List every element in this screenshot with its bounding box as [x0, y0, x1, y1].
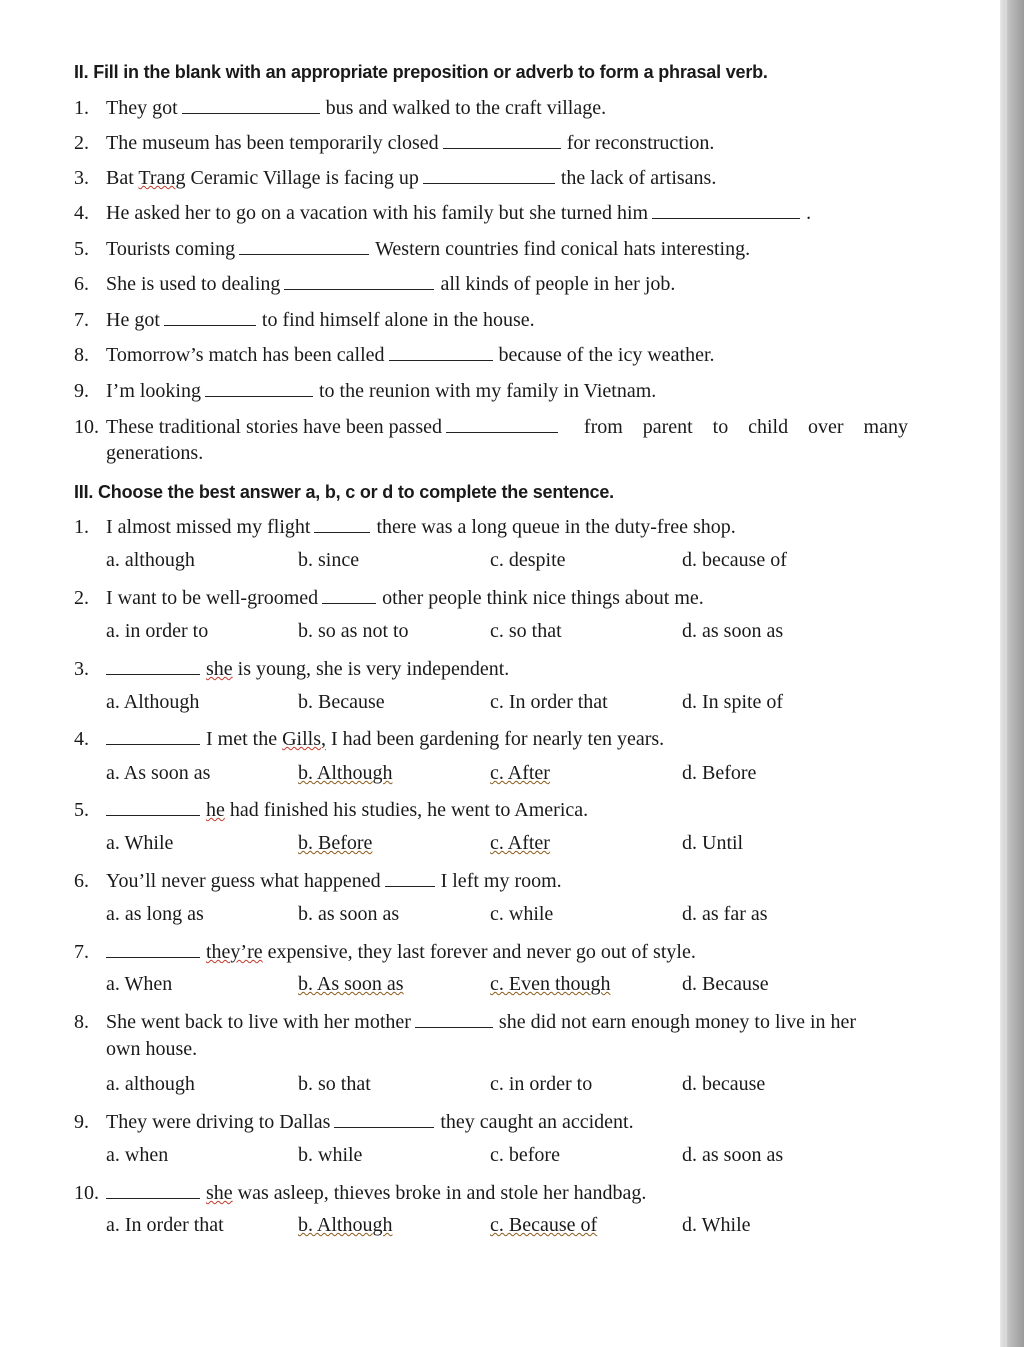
- s2-question-8: 8. Tomorrow’s match has been called because of the icy weather.: [74, 344, 715, 366]
- s2-question-10: 10. These traditional stories have been passed from parent to child over many: [74, 416, 908, 438]
- option-d[interactable]: d. because of: [682, 549, 787, 571]
- s2-question-9: 9. I’m looking to the reunion with my family in Vietnam.: [74, 380, 657, 402]
- option-c[interactable]: c. After: [490, 832, 550, 854]
- s2-question-7: 7. He got to find himself alone in the house.: [74, 309, 535, 331]
- s3-question-9: 9. They were driving to Dallas they caught an accident.: [74, 1111, 634, 1133]
- option-b[interactable]: b. since: [298, 549, 360, 571]
- option-d[interactable]: d. Before: [682, 762, 757, 784]
- page-edge-highlight: [1004, 0, 1007, 1347]
- option-c[interactable]: c. Because of: [490, 1214, 598, 1236]
- answer-blank[interactable]: [106, 726, 200, 745]
- answer-blank[interactable]: [164, 307, 256, 326]
- option-a[interactable]: a. In order that: [106, 1214, 224, 1236]
- answer-blank[interactable]: [239, 236, 369, 255]
- option-b[interactable]: b. Because: [298, 691, 385, 713]
- option-a[interactable]: a. as long as: [106, 903, 204, 925]
- option-b[interactable]: b. so as not to: [298, 620, 409, 642]
- option-b[interactable]: b. while: [298, 1144, 363, 1166]
- option-a[interactable]: a. when: [106, 1144, 169, 1166]
- option-d[interactable]: d. While: [682, 1214, 751, 1236]
- answer-blank[interactable]: [385, 868, 435, 887]
- option-c[interactable]: c. In order that: [490, 691, 608, 713]
- answer-blank[interactable]: [322, 585, 376, 604]
- option-d[interactable]: d. In spite of: [682, 691, 784, 713]
- s3-question-8-continued: own house.: [106, 1038, 198, 1060]
- s3-question-10: 10. she was asleep, thieves broke in and stole her handbag.: [74, 1182, 647, 1204]
- answer-blank[interactable]: [652, 200, 800, 219]
- answer-blank[interactable]: [334, 1109, 434, 1128]
- option-c[interactable]: c. After: [490, 762, 550, 784]
- option-c[interactable]: c. so that: [490, 620, 562, 642]
- s2-question-6: 6. She is used to dealing all kinds of people in her job.: [74, 273, 676, 295]
- s3-question-4: 4. I met the Gills, I had been gardening for nearly ten years.: [74, 728, 665, 750]
- option-c[interactable]: c. while: [490, 903, 554, 925]
- answer-blank[interactable]: [106, 797, 200, 816]
- option-d[interactable]: d. Until: [682, 832, 744, 854]
- s3-question-3: 3. she is young, she is very independent.: [74, 658, 510, 680]
- s3-question-5: 5. he had finished his studies, he went to America.: [74, 799, 589, 821]
- answer-blank[interactable]: [205, 378, 313, 397]
- option-c[interactable]: c. before: [490, 1144, 560, 1166]
- s2-question-4: 4. He asked her to go on a vacation with his family but she turned him .: [74, 202, 812, 224]
- option-c[interactable]: c. in order to: [490, 1073, 593, 1095]
- s2-question-2: 2. The museum has been temporarily closed for reconstruction.: [74, 132, 715, 154]
- option-c[interactable]: c. Even though: [490, 973, 611, 995]
- s3-question-8: 8. She went back to live with her mother she did not earn enough money to live in her: [74, 1011, 857, 1033]
- answer-blank[interactable]: [106, 656, 200, 675]
- answer-blank[interactable]: [389, 342, 493, 361]
- section-3-heading: III. Choose the best answer a, b, c or d to complete the sentence.: [74, 482, 614, 502]
- option-b[interactable]: b. so that: [298, 1073, 371, 1095]
- option-b[interactable]: b. Although: [298, 1214, 393, 1236]
- option-d[interactable]: d. as soon as: [682, 1144, 784, 1166]
- s2-question-10-continued: generations.: [106, 442, 204, 464]
- page-edge-shadow: [1000, 0, 1024, 1347]
- option-b[interactable]: b. Before: [298, 832, 373, 854]
- option-a[interactable]: a. Although: [106, 691, 200, 713]
- answer-blank[interactable]: [446, 414, 558, 433]
- option-a[interactable]: a. although: [106, 1073, 195, 1095]
- s2-question-3: 3. Bat Trang Ceramic Village is facing up the lack of artisans.: [74, 167, 717, 189]
- answer-blank[interactable]: [423, 165, 555, 184]
- option-a[interactable]: a. although: [106, 549, 195, 571]
- s3-question-1: 1. I almost missed my flight there was a long queue in the duty-free shop.: [74, 516, 736, 538]
- option-a[interactable]: a. in order to: [106, 620, 209, 642]
- answer-blank[interactable]: [182, 95, 320, 114]
- option-d[interactable]: d. because: [682, 1073, 766, 1095]
- option-a[interactable]: a. While: [106, 832, 174, 854]
- answer-blank[interactable]: [106, 939, 200, 958]
- answer-blank[interactable]: [415, 1009, 493, 1028]
- option-b[interactable]: b. As soon as: [298, 973, 404, 995]
- option-c[interactable]: c. despite: [490, 549, 566, 571]
- answer-blank[interactable]: [443, 130, 561, 149]
- s3-question-2: 2. I want to be well-groomed other people think nice things about me.: [74, 587, 704, 609]
- s3-question-7: 7. they’re expensive, they last forever and never go out of style.: [74, 941, 696, 963]
- s2-question-5: 5. Tourists coming Western countries find conical hats interesting.: [74, 238, 751, 260]
- s2-question-1: 1. They got bus and walked to the craft village.: [74, 97, 607, 119]
- s3-question-6: 6. You’ll never guess what happened I left my room.: [74, 870, 562, 892]
- answer-blank[interactable]: [106, 1180, 200, 1199]
- option-d[interactable]: d. as far as: [682, 903, 768, 925]
- option-d[interactable]: d. Because: [682, 973, 769, 995]
- option-b[interactable]: b. Although: [298, 762, 393, 784]
- answer-blank[interactable]: [284, 271, 434, 290]
- option-a[interactable]: a. When: [106, 973, 173, 995]
- section-2-heading: II. Fill in the blank with an appropriate preposition or adverb to form a phrasal verb.: [74, 62, 768, 82]
- answer-blank[interactable]: [314, 514, 370, 533]
- option-d[interactable]: d. as soon as: [682, 620, 784, 642]
- option-b[interactable]: b. as soon as: [298, 903, 400, 925]
- option-a[interactable]: a. As soon as: [106, 762, 211, 784]
